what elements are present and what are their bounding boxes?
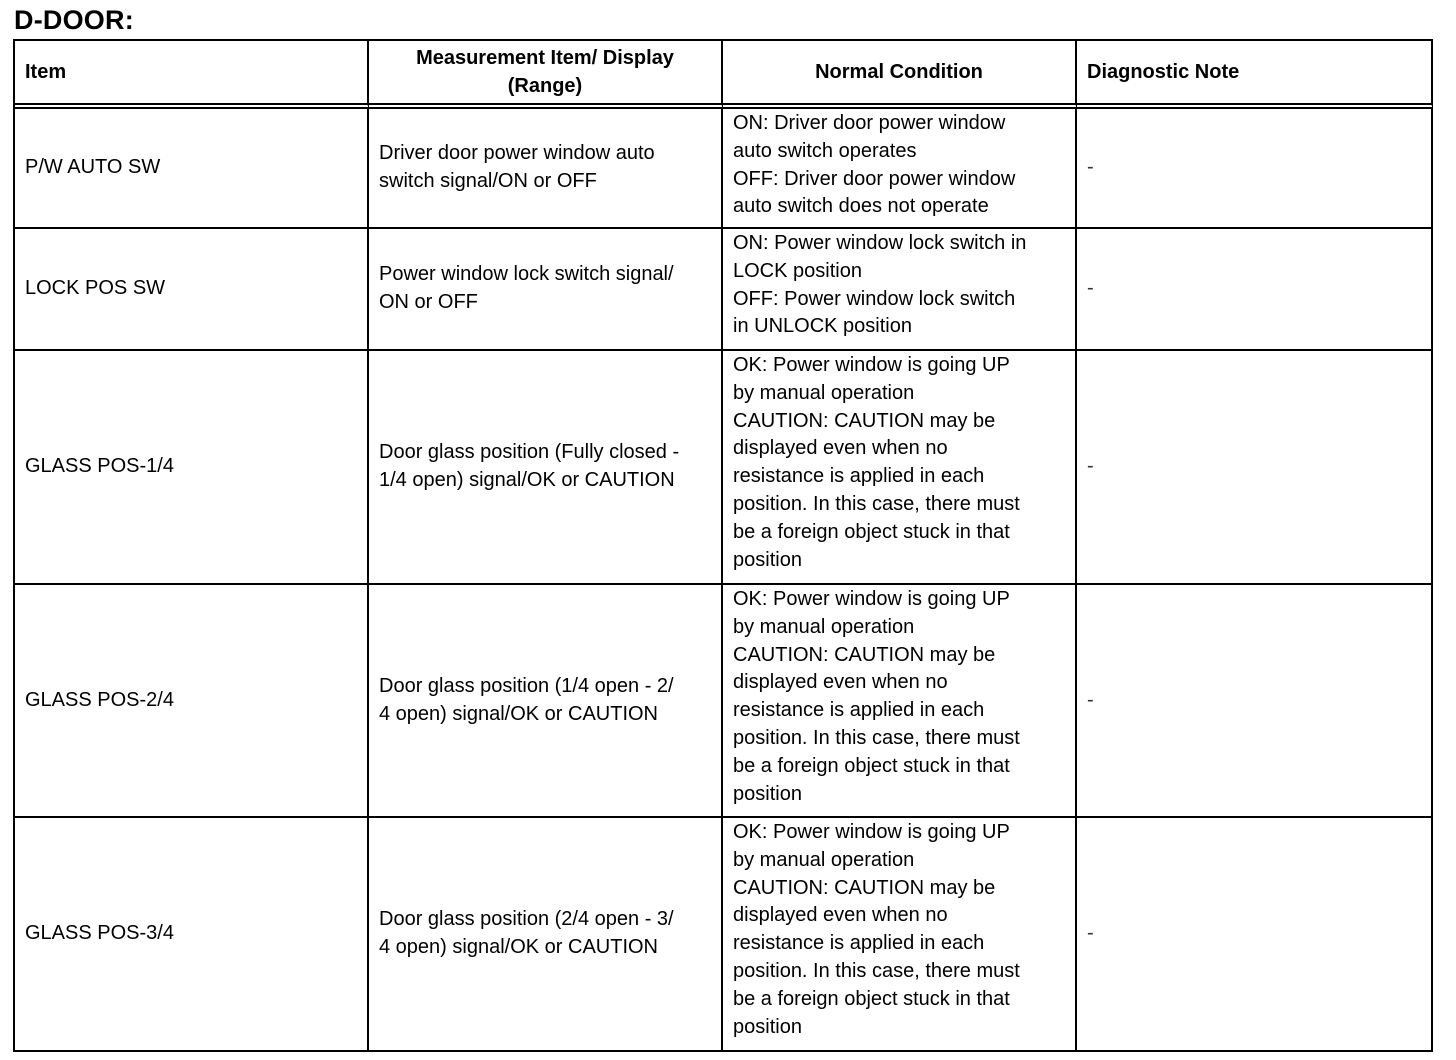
table-row	[15, 351, 1433, 585]
cell-item: GLASS POS-1/4	[15, 351, 369, 585]
normal-condition-line: OK: Power window is going UP	[733, 821, 1010, 843]
normal-condition-line: auto switch operates	[733, 139, 917, 162]
measurement-line: Power window lock switch signal/	[379, 263, 674, 286]
header-item: Item	[15, 41, 369, 109]
table-row	[15, 229, 1433, 351]
cell-item: LOCK POS SW	[15, 229, 369, 351]
normal-condition-line: position. In this case, there must	[733, 492, 1020, 515]
normal-condition-line: by manual operation	[733, 381, 915, 404]
header-normal-condition: Normal Condition	[723, 41, 1077, 109]
normal-condition-line: CAUTION: CAUTION may be	[733, 876, 996, 899]
normal-condition-line: displayed even when no	[733, 437, 948, 460]
normal-condition-line: be a foreign object stuck in that	[733, 754, 1010, 777]
normal-condition-line: by manual operation	[733, 848, 915, 871]
measurement-line: switch signal/ON or OFF	[379, 170, 597, 192]
table-body	[15, 109, 1433, 1052]
cell-diagnostic-note: -	[1077, 585, 1433, 818]
measurement-line: Door glass position (2/4 open - 3/	[379, 908, 674, 931]
normal-condition-line: in UNLOCK position	[733, 315, 912, 338]
table-row	[15, 585, 1433, 818]
normal-condition-line: resistance is applied in each	[733, 932, 985, 955]
normal-condition-line: OFF: Power window lock switch	[733, 287, 1016, 310]
header-measurement-line2: (Range)	[507, 75, 583, 97]
header-measurement-line1: Measurement Item/ Display	[416, 47, 674, 69]
cell-normal-condition	[723, 351, 1077, 585]
normal-condition-line: LOCK position	[733, 259, 862, 282]
normal-condition-line: resistance is applied in each	[733, 465, 985, 488]
cell-diagnostic-note: -	[1077, 818, 1433, 1052]
table-header-row	[15, 41, 1433, 109]
measurement-line: Door glass position (1/4 open - 2/	[379, 674, 674, 697]
measurement-line: ON or OFF	[379, 291, 478, 313]
table-row	[15, 818, 1433, 1052]
normal-condition-line: displayed even when no	[733, 671, 948, 694]
diagnostic-table	[13, 39, 1433, 1052]
normal-condition-line: displayed even when no	[733, 904, 948, 927]
cell-diagnostic-note: -	[1077, 109, 1433, 229]
normal-condition-line: resistance is applied in each	[733, 699, 985, 722]
normal-condition-line: position. In this case, there must	[733, 726, 1020, 749]
cell-diagnostic-note: -	[1077, 229, 1433, 351]
normal-condition-line: auto switch does not operate	[733, 195, 989, 218]
cell-diagnostic-note: -	[1077, 351, 1433, 585]
measurement-line: 4 open) signal/OK or CAUTION	[379, 702, 658, 725]
normal-condition-line: OFF: Driver door power window	[733, 167, 1016, 190]
cell-item: GLASS POS-3/4	[15, 818, 369, 1052]
measurement-line: Driver door power window auto	[379, 142, 655, 165]
measurement-line: 4 open) signal/OK or CAUTION	[379, 936, 658, 958]
normal-condition-line: CAUTION: CAUTION may be	[733, 409, 996, 432]
cell-item: P/W AUTO SW	[15, 109, 369, 229]
cell-measurement	[369, 229, 723, 351]
cell-normal-condition	[723, 585, 1077, 818]
cell-measurement	[369, 585, 723, 818]
normal-condition-line: position	[733, 782, 802, 805]
cell-item: GLASS POS-2/4	[15, 585, 369, 818]
normal-condition-line: by manual operation	[733, 615, 915, 638]
normal-condition-line: position	[733, 1015, 802, 1038]
normal-condition-line: position. In this case, there must	[733, 959, 1020, 982]
header-measurement	[369, 41, 723, 109]
table-row	[15, 109, 1433, 229]
normal-condition-line: ON: Power window lock switch in	[733, 232, 1027, 254]
normal-condition-line: ON: Driver door power window	[733, 112, 1006, 134]
normal-condition-line: be a foreign object stuck in that	[733, 987, 1010, 1010]
page-title: D-DOOR:	[14, 5, 134, 35]
normal-condition-line: position	[733, 548, 802, 571]
measurement-line: Door glass position (Fully closed -	[379, 441, 680, 464]
cell-measurement	[369, 109, 723, 229]
cell-normal-condition	[723, 109, 1077, 229]
measurement-line: 1/4 open) signal/OK or CAUTION	[379, 469, 675, 491]
cell-measurement	[369, 351, 723, 585]
cell-measurement	[369, 818, 723, 1052]
header-diagnostic-note: Diagnostic Note	[1077, 41, 1433, 109]
normal-condition-line: be a foreign object stuck in that	[733, 520, 1010, 543]
cell-normal-condition	[723, 818, 1077, 1052]
normal-condition-line: CAUTION: CAUTION may be	[733, 643, 996, 666]
normal-condition-line: OK: Power window is going UP	[733, 588, 1010, 610]
normal-condition-line: OK: Power window is going UP	[733, 354, 1010, 376]
cell-normal-condition	[723, 229, 1077, 351]
